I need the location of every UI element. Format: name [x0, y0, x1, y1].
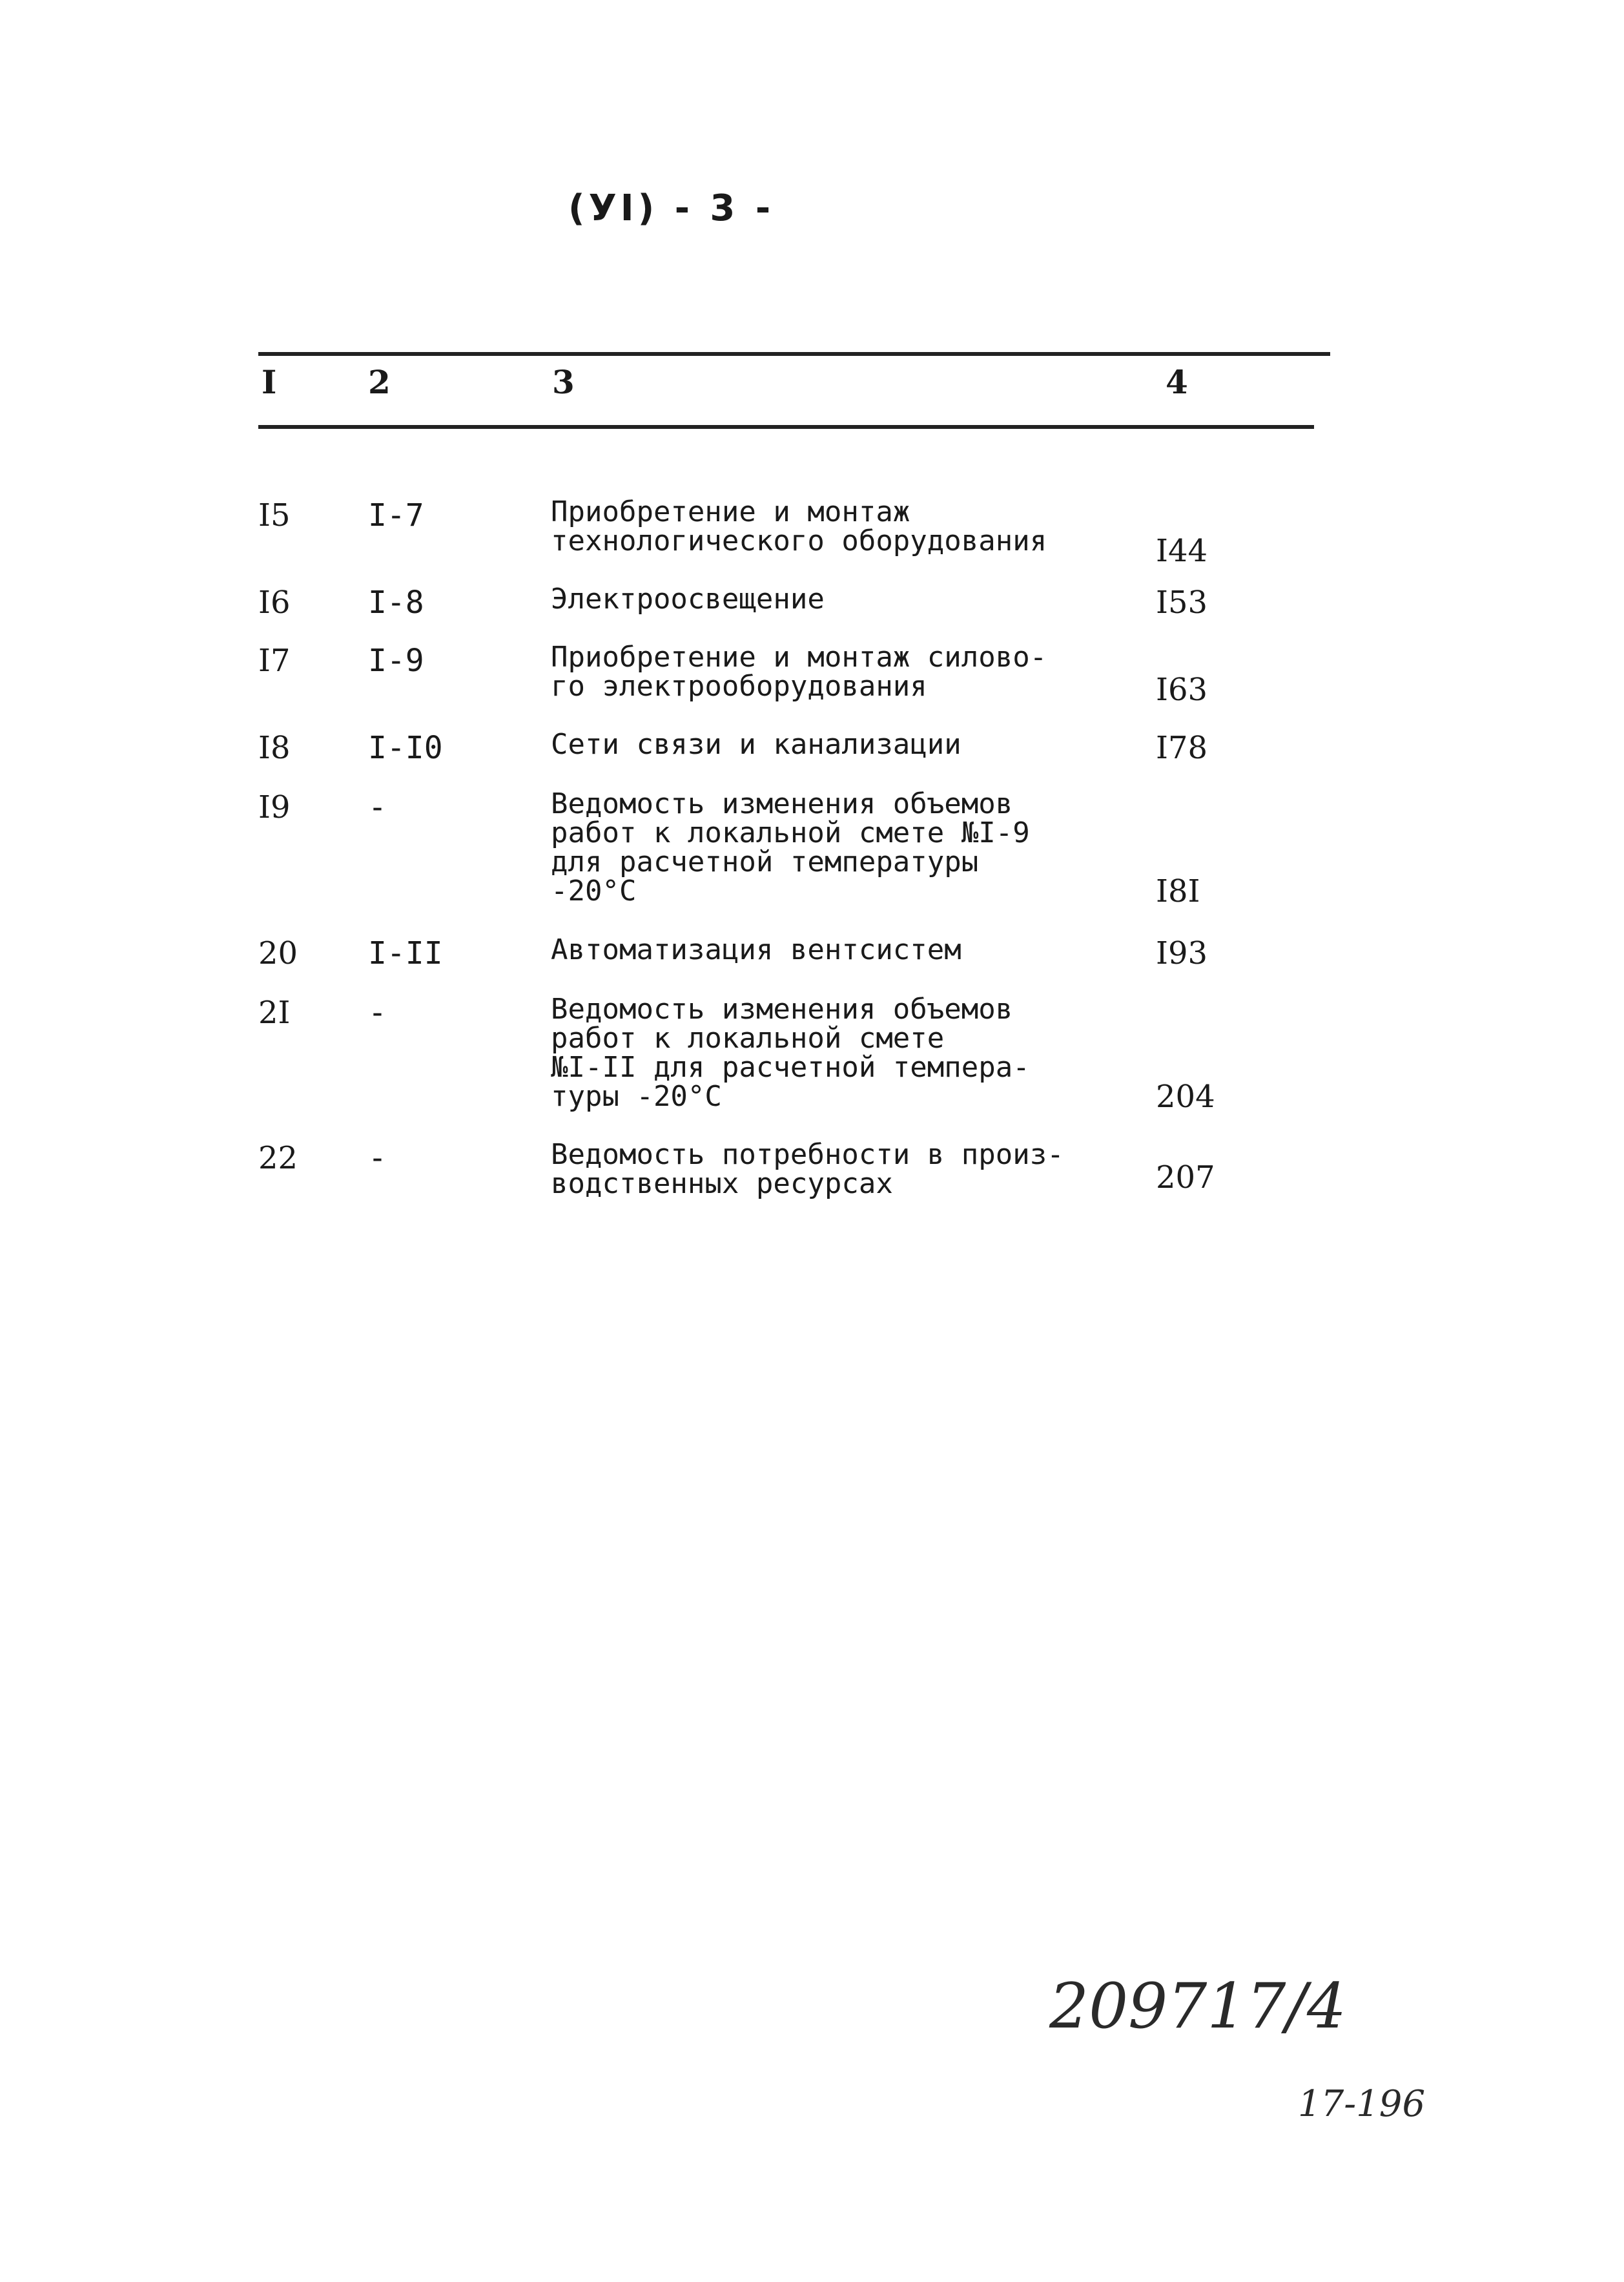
column-header-4: 4	[1166, 363, 1188, 401]
row-number: I9	[258, 789, 291, 825]
row-number: I6	[258, 585, 291, 621]
section-title: Приобретение и монтаж силово- го электрооборудования	[551, 641, 1047, 703]
section-title: Ведомость потребности в произ- водственных ресурсах	[551, 1138, 1064, 1200]
column-header-3: 3	[552, 363, 575, 401]
table-header-row	[0, 363, 1624, 408]
handwritten-inventory-number: 209717/4	[1049, 1970, 1346, 2042]
estimate-code: I-8	[368, 585, 424, 621]
page-ref: I63	[1156, 672, 1208, 708]
page-ref: I8I	[1156, 873, 1200, 909]
column-header-1: I	[262, 363, 277, 401]
page-ref: I44	[1156, 533, 1208, 569]
table-top-rule	[258, 352, 1330, 356]
estimate-code: -	[368, 995, 387, 1031]
section-title: Автоматизация вентсистем	[551, 933, 961, 966]
table-header-rule	[258, 425, 1314, 429]
estimate-code: -	[368, 789, 387, 825]
row-number: I8	[258, 730, 291, 766]
estimate-code: I-I0	[368, 730, 443, 766]
row-number: 20	[258, 935, 298, 971]
estimate-code: -	[368, 1140, 387, 1176]
section-title: Ведомость изменения объемов работ к локальной смете №I-9 для расчетной температуры -20°С	[551, 787, 1030, 908]
page-number-header: (УI) - 3 -	[568, 187, 775, 229]
estimate-code: I-7	[368, 497, 424, 534]
row-number: I5	[258, 497, 291, 534]
page-ref: I53	[1156, 585, 1208, 621]
page-ref: 204	[1156, 1079, 1215, 1115]
section-title: Ведомость изменения объемов работ к локальной смете №I-II для расчетной темпера- туры -20°С	[551, 993, 1030, 1113]
estimate-code: I-9	[368, 643, 424, 679]
page-ref: 207	[1156, 1159, 1215, 1196]
column-header-2: 2	[368, 363, 391, 401]
estimate-code: I-II	[368, 935, 443, 971]
page-ref: I93	[1156, 935, 1208, 971]
handwritten-note: 17-196	[1298, 2083, 1426, 2125]
section-title: Сети связи и канализации	[551, 728, 961, 761]
section-title: Электроосвещение	[551, 583, 825, 616]
page-ref: I78	[1156, 730, 1208, 766]
section-title: Приобретение и монтаж технологического оборудования	[551, 495, 1047, 557]
row-number: I7	[258, 643, 291, 679]
row-number: 22	[258, 1140, 298, 1176]
row-number: 2I	[258, 995, 291, 1031]
